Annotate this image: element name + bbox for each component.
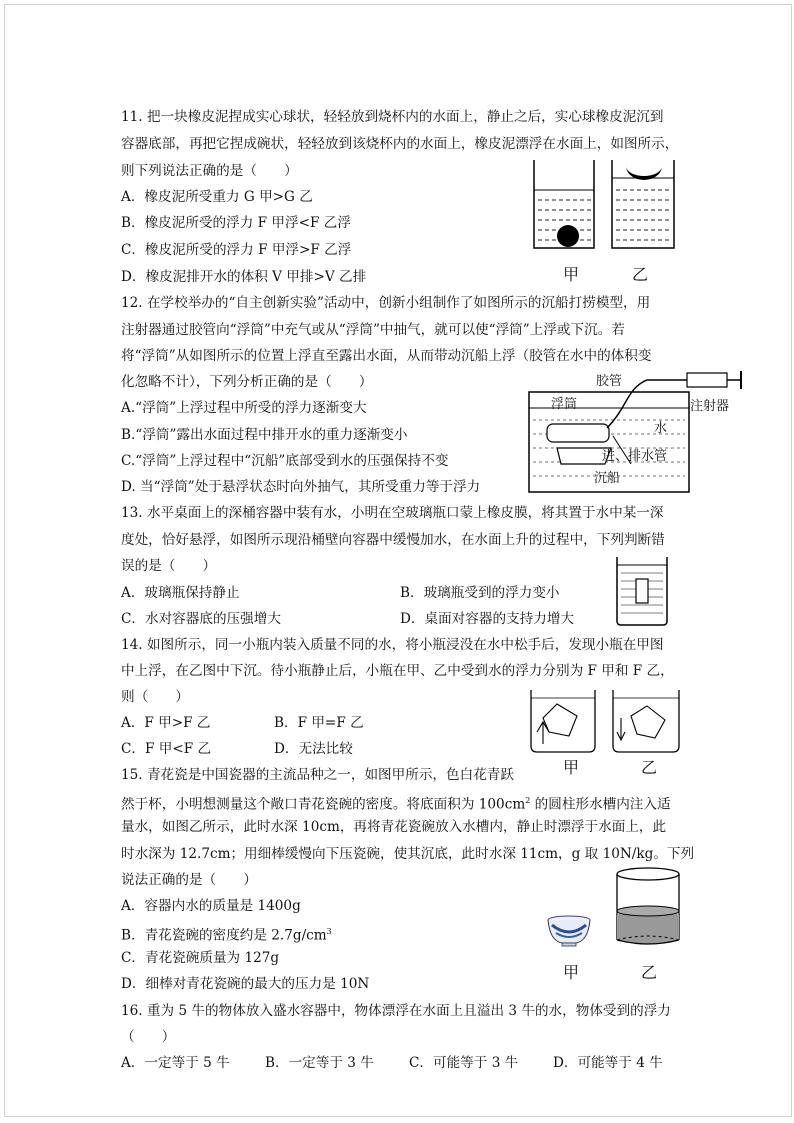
q15-porcelain-bowl-image	[546, 915, 592, 949]
q16-line2: （ ）	[121, 1029, 176, 1045]
q12-line4: 化忽略不计），下列分析正确的是（ ）	[121, 374, 373, 390]
q12-label-ship: 沉船	[594, 471, 621, 486]
q13-option-c: C．水对容器底的压强增大	[121, 611, 281, 627]
q13-line2: 度处，恰好悬浮，如图所示现沿桶壁向容器中缓慢加水，在水面上升的过程中，下列判断错	[121, 532, 665, 548]
q15-line4: 时水深为 12.7cm；用细棒缓慢向下压瓷碗，使其沉底，此时水深 11cm，g 取 10N/kg。下列	[121, 846, 695, 862]
q14-bottles-figure	[527, 688, 687, 756]
q11-line1: 11. 把一块橡皮泥捏成实心球状，轻轻放到烧杯内的水面上，静止之后，实心球橡皮泥沉到	[121, 109, 664, 125]
q12-option-a: A.“浮筒”上浮过程中所受的浮力逐渐变大	[121, 400, 367, 416]
q11-line2: 容器底部，再把它捏成碗状，轻轻放到该烧杯内的水面上，橡皮泥漂浮在水面上，如图所示，	[121, 136, 679, 152]
q11-option-c: C．橡皮泥所受的浮力 F 甲浮>F 乙浮	[121, 242, 352, 258]
q15-line1: 15. 青花瓷是中国瓷器的主流品种之一，如图甲所示，色白花青跃	[121, 767, 514, 783]
q11-label-jia: 甲	[563, 265, 580, 284]
q12-line3: 将“浮筒”从如图所示的位置上浮直至露出水面，从而带动沉船上浮（胶管在水中的体积变	[121, 348, 652, 364]
q12-label-float: 浮筒	[551, 397, 578, 412]
q12-label-water: 水	[654, 421, 668, 436]
q15-option-d: D．细棒对青花瓷碗的最大的压力是 10N	[121, 976, 370, 992]
q15-line2: 然于杯，小明想测量这个敞口青花瓷碗的密度。将底面积为 $100cm^2$ 的圆柱形水槽内注入适	[121, 796, 671, 813]
q16-line1: 16. 重为 5 牛的物体放入盛水容器中，物体漂浮在水面上且溢出 3 牛的水，物体受到的浮力	[121, 1003, 671, 1019]
q14-option-a: A．F 甲>F 乙	[121, 715, 211, 731]
q15-cylinder-figure	[613, 866, 683, 954]
q12-label-tube: 胶管	[596, 374, 623, 389]
q11-option-d: D．橡皮泥排开水的体积 V 甲排>V 乙排	[121, 269, 367, 285]
q12-line1: 12. 在学校举办的“自主创新实验”活动中，创新小组制作了如图所示的沉船打捞模型，用	[121, 295, 651, 311]
q11-option-a: A．橡皮泥所受重力 G 甲>G 乙	[121, 189, 313, 205]
q13-container-figure	[613, 555, 671, 627]
q14-label-yi: 乙	[641, 758, 658, 777]
q12-option-b: B.“浮筒”露出水面过程中排开水的重力逐渐变小	[121, 427, 408, 443]
q12-option-d: D. 当“浮筒”处于悬浮状态时向外抽气，其所受重力等于浮力	[121, 479, 481, 495]
q11-option-b: B．橡皮泥所受的浮力 F 甲浮<F 乙浮	[121, 215, 351, 231]
q11-label-yi: 乙	[632, 265, 649, 284]
q16-option-a: A．一定等于 5 牛	[121, 1055, 230, 1071]
q13-line1: 13. 水平桌面上的深桶容器中装有水，小明在空玻璃瓶口蒙上橡皮膜，将其置于水中某一深	[121, 505, 664, 521]
q12-label-syringe: 注射器	[690, 399, 730, 414]
q12-line2: 注射器通过胶管向“浮筒”中充气或从“浮筒”中抽气，就可以使“浮筒”上浮或下沉。若	[121, 322, 625, 338]
q14-option-c: C．F 甲<F 乙	[121, 741, 212, 757]
q13-line3: 误的是（ ）	[121, 558, 217, 574]
q15-option-a: A．容器内水的质量是 1400g	[121, 898, 301, 914]
q15-label-jia: 甲	[563, 963, 580, 982]
q16-option-c: C．可能等于 3 牛	[409, 1055, 519, 1071]
q13-option-b: B．玻璃瓶受到的浮力变小	[400, 585, 560, 601]
q14-label-jia: 甲	[563, 758, 580, 777]
q14-line1: 14. 如图所示，同一小瓶内装入质量不同的水，将小瓶浸没在水中松手后，发现小瓶在甲图	[121, 637, 664, 653]
q11-line3: 则下列说法正确的是（ ）	[121, 163, 298, 179]
q11-beaker-figure	[528, 156, 678, 256]
q12-option-c: C.“浮筒”上浮过程中“沉船”底部受到水的压强保持不变	[121, 453, 449, 469]
q14-line3: 则（ ）	[121, 689, 189, 705]
q15-line5: 说法正确的是（ ）	[121, 872, 257, 888]
q12-label-pipe: 进、排水管	[602, 449, 668, 464]
q15-option-c: C．青花瓷碗质量为 127g	[121, 950, 280, 966]
q13-option-d: D．桌面对容器的支持力增大	[400, 611, 575, 627]
q13-option-a: A．玻璃瓶保持静止	[121, 585, 240, 601]
q15-line3: 量水，如图乙所示，此时水深 10cm，再将青花瓷碗放入水槽内，静止时漂浮于水面上，此	[121, 819, 667, 835]
q16-option-b: B．一定等于 3 牛	[265, 1055, 374, 1071]
q16-option-d: D．可能等于 4 牛	[553, 1055, 663, 1071]
q15-option-b: B．青花瓷碗的密度约是 $2.7g/cm^3$	[121, 927, 332, 944]
q14-option-d: D．无法比较	[274, 741, 353, 757]
q12-salvage-figure	[527, 368, 753, 496]
q14-line2: 中上浮，在乙图中下沉。待小瓶静止后，小瓶在甲、乙中受到水的浮力分别为 F 甲和 F 乙，	[121, 663, 674, 679]
q15-label-yi: 乙	[641, 963, 658, 982]
q14-option-b: B．F 甲=F 乙	[274, 715, 364, 731]
